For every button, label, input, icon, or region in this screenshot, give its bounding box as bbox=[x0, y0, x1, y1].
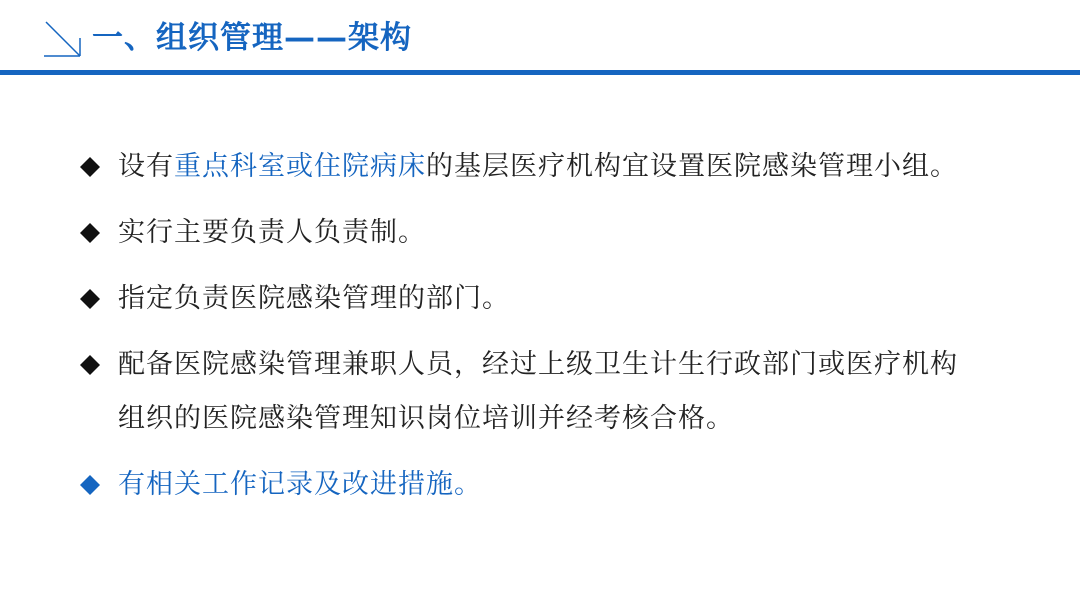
list-item-text: 指定负责医院感染管理的部门。 bbox=[118, 283, 510, 314]
diamond-bullet-icon bbox=[78, 458, 106, 512]
list-item bbox=[78, 272, 1038, 326]
list-item-text: 有相关工作记录及改进措施。 bbox=[118, 469, 482, 500]
list-item bbox=[78, 206, 1038, 260]
diagonal-arrow-icon bbox=[40, 16, 86, 62]
bullet-list bbox=[78, 140, 1038, 512]
highlight-text: 重点科室或住院病床 bbox=[174, 151, 426, 182]
title-divider bbox=[0, 70, 1080, 75]
list-item bbox=[78, 458, 1038, 512]
list-item-text: 配备医院感染管理兼职人员，经过上级卫生计生行政部门或医疗机构 bbox=[118, 349, 958, 380]
diamond-bullet-icon bbox=[78, 206, 106, 260]
list-item bbox=[78, 338, 1038, 446]
list-item-text: 组织的医院感染管理知识岗位培训并经考核合格。 bbox=[118, 403, 734, 434]
list-item bbox=[78, 140, 1038, 194]
list-item-text: 实行主要负责人负责制。 bbox=[118, 217, 426, 248]
diamond-bullet-icon bbox=[78, 140, 106, 194]
diamond-bullet-icon bbox=[78, 272, 106, 326]
page-title: 一、组织管理——架构 bbox=[92, 20, 412, 56]
slide-header bbox=[0, 0, 1080, 78]
list-item-text: 的基层医疗机构宜设置医院感染管理小组。 bbox=[426, 151, 958, 182]
diamond-bullet-icon bbox=[78, 338, 106, 392]
list-item-text: 设有 bbox=[118, 151, 174, 182]
